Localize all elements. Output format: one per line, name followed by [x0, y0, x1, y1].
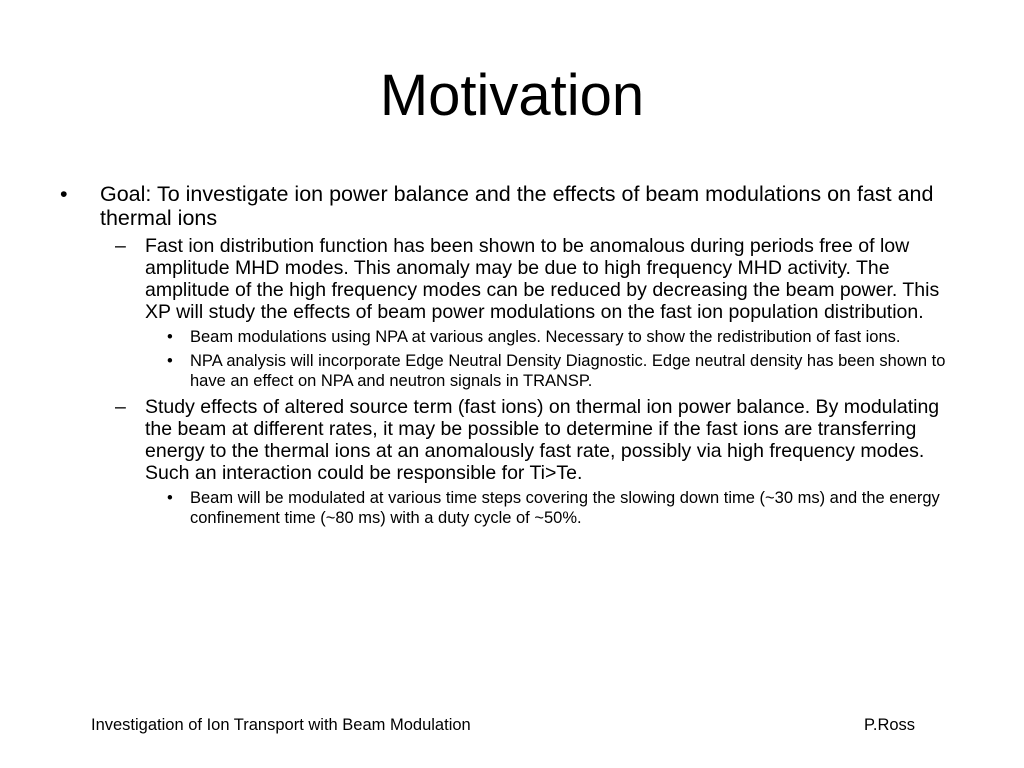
sub-sub-bullet-modulation — [145, 488, 968, 528]
slide-body — [60, 182, 970, 528]
footer-title: Investigation of Ion Transport with Beam Modulation — [91, 716, 471, 734]
sub-sub-bullet-npa-angles — [145, 327, 968, 347]
sub-bullet-fast-ion — [100, 235, 967, 323]
sub-bullet-source-term-text: Study effects of altered source term (fast ions) on thermal ion power balance. By modulating the beam at different rates, it may be possible to determine if the fast ions are transferring energy to the thermal ions at an anomalously fast rate, possibly via high frequency modes. Such an interaction could be responsible for Ti>Te. — [145, 396, 940, 484]
bullet-goal-text: Goal: To investigate ion power balance and the effects of beam modulations on fast and thermal ions — [100, 182, 934, 230]
sub-sub-bullet-text: NPA analysis will incorporate Edge Neutral Density Diagnostic. Edge neutral density has been shown to have an effect on NPA and neutron signals in TRANSP. — [190, 352, 946, 390]
sub-sub-bullet-npa-analysis — [145, 351, 968, 391]
dash-marker: – — [115, 396, 126, 418]
bullet-marker: • — [167, 328, 173, 346]
slide-title: Motivation — [379, 63, 645, 128]
bullet-marker: • — [167, 352, 173, 370]
bullet-goal — [60, 182, 970, 230]
sub-bullet-fast-ion-text: Fast ion distribution function has been shown to be anomalous during periods free of low amplitude MHD modes. This anomaly may be due to high frequency MHD activity. The amplitude of the high frequency modes can be reduced by decreasing the beam power. This XP will study the effects of beam power modulations on the fast ion population distribution. — [145, 235, 940, 323]
bullet-marker: • — [60, 182, 68, 206]
dash-marker: – — [115, 235, 126, 257]
bullet-marker: • — [167, 489, 173, 507]
footer-author: P.Ross — [864, 716, 916, 734]
sub-bullet-source-term — [100, 396, 967, 484]
sub-sub-bullet-text: Beam will be modulated at various time steps covering the slowing down time (~30 ms) and the energy confinement time (~80 ms) with a duty cycle of ~50%. — [190, 489, 940, 527]
sub-sub-bullet-text: Beam modulations using NPA at various angles. Necessary to show the redistribution of fast ions. — [190, 328, 901, 346]
